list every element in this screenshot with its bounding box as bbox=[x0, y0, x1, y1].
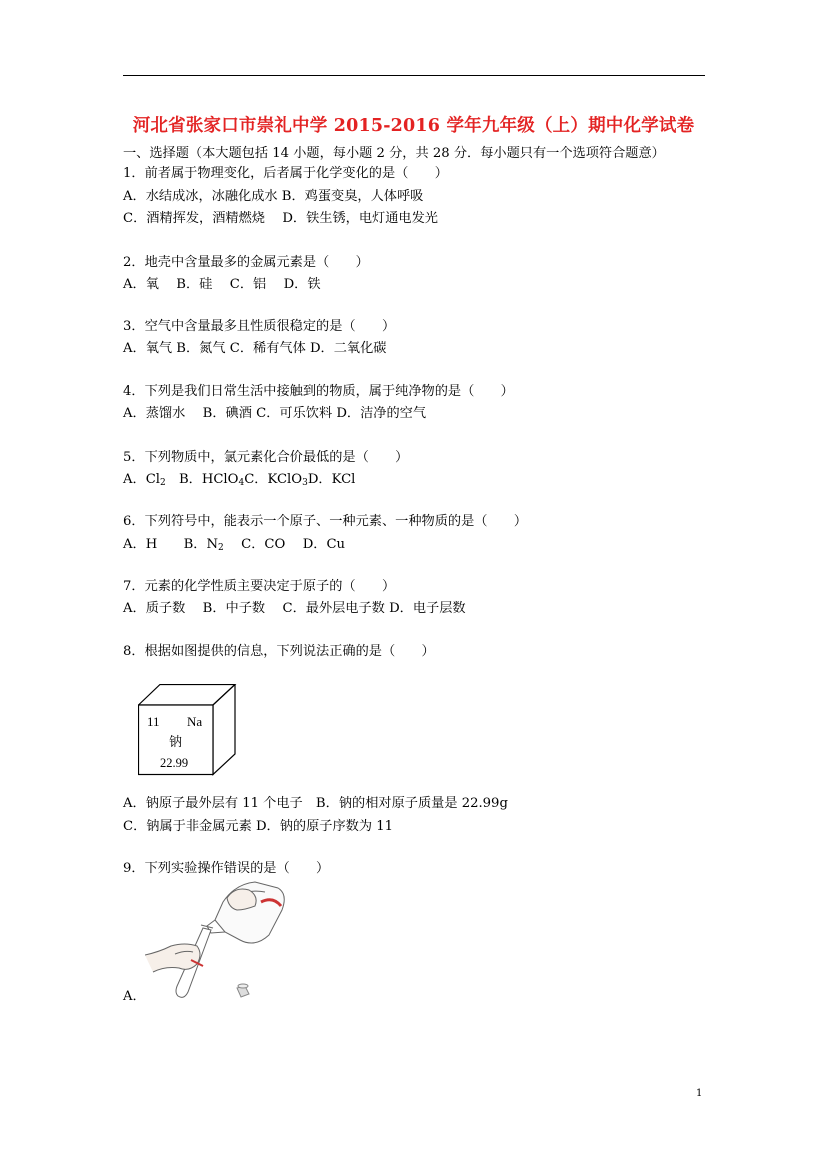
section-heading: 一、选择题（本大题包括 14 小题，每小题 2 分，共 28 分．每小题只有一个选项符合题意） bbox=[123, 146, 665, 161]
question-option: C．钠属于非金属元素 D．钠的原子序数为 11 bbox=[123, 819, 394, 834]
question-stem: 3．空气中含量最多且性质很稳定的是（ ） bbox=[123, 319, 396, 334]
question-option: A．氧 B．硅 C．铝 D．铁 bbox=[123, 277, 321, 292]
question-stem: 6．下列符号中，能表示一个原子、一种元素、一种物质的是（ ） bbox=[123, 514, 528, 529]
sodium-element-card bbox=[138, 684, 238, 776]
header-rule bbox=[123, 75, 705, 76]
element-name: 钠 bbox=[169, 735, 183, 750]
question-option: A．钠原子最外层有 11 个电子 B．钠的相对原子质量是 22.99g bbox=[123, 796, 508, 811]
question-stem: 7．元素的化学性质主要决定于原子的（ ） bbox=[123, 579, 396, 594]
question-stem: 1．前者属于物理变化，后者属于化学变化的是（ ） bbox=[123, 166, 448, 181]
question-stem: 8．根据如图提供的信息，下列说法正确的是（ ） bbox=[123, 644, 435, 659]
question-option: A．蒸馏水 B．碘酒 C．可乐饮料 D．洁净的空气 bbox=[123, 406, 427, 421]
question-stem: 9．下列实验操作错误的是（ ） bbox=[123, 861, 330, 876]
question-option: A．质子数 B．中子数 C．最外层电子数 D．电子层数 bbox=[123, 601, 466, 616]
question-option: C．酒精挥发，酒精燃烧 D．铁生锈，电灯通电发光 bbox=[123, 211, 438, 226]
question-option: A．水结成冰，冰融化成水 B．鸡蛋变臭，人体呼吸 bbox=[123, 189, 424, 204]
page-title: 河北省张家口市崇礼中学 2015-2016 学年九年级（上）期中化学试卷 bbox=[132, 116, 695, 136]
question-option: A．H B．$N_2$ C．CO D．Cu bbox=[123, 537, 346, 553]
page-number: 1 bbox=[696, 1088, 703, 1099]
question-option: A．$Cl_2$ B．HClO$_4$C．KClO$_3$D．KCl bbox=[123, 472, 356, 488]
atomic-number: 11 bbox=[147, 714, 160, 729]
atomic-mass: 22.99 bbox=[160, 756, 189, 770]
element-symbol: Na bbox=[187, 714, 203, 729]
question-option: A．氧气 B．氮气 C．稀有气体 D．二氧化碳 bbox=[123, 341, 387, 356]
question-option: A． bbox=[123, 989, 146, 1004]
question-stem: 4．下列是我们日常生活中接触到的物质，属于纯净物的是（ ） bbox=[123, 384, 514, 399]
question-stem: 5．下列物质中，氯元素化合价最低的是（ ） bbox=[123, 450, 409, 465]
pouring-liquid-illustration bbox=[145, 880, 290, 1005]
question-stem: 2．地壳中含量最多的金属元素是（ ） bbox=[123, 255, 369, 270]
